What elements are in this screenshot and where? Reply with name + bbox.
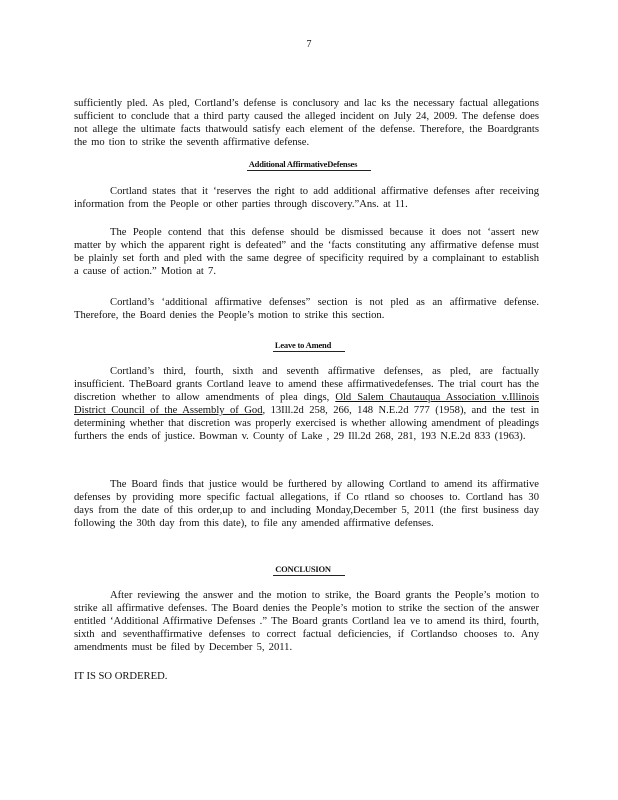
paragraph-text: The Board finds that justice would be furthered by allowing Cortland to amend its affirmative defenses by providing more specific factual allegations, if Co rtland so chooses to. Cortland has 30 days from the date of this order,up to and including Monday,December 5, 2011 (the first business day following the 30th day from this date), to file any amended affirmative defenses. xyxy=(74,479,539,529)
closing-order: IT IS SO ORDERED. xyxy=(74,671,168,682)
paragraph-text: After reviewing the answer and the motion to strike, the Board grants the People’s motion to strike all affirmative defenses. The Board denies the People’s motion to strike the section of the answer entitled ‘Additional Affirmative Defenses .” The Board grants Cortland lea ve to amend its third, fourth, sixth and seventhaffirmative defenses to correct factual deficiencies, if Cortlandso chooses to. Any amendments must be filed by December 5, 2011. xyxy=(74,590,539,653)
paragraph-seventh-defense xyxy=(74,97,539,149)
heading-text: Additional AffirmativeDefenses xyxy=(247,159,372,171)
paragraph-conclusion xyxy=(74,589,539,654)
case-citation: Old Salem Chautauqua Association v.Illinois District Council of the Assembly of God xyxy=(74,392,539,416)
paragraph-text: Cortland states that it ‘reserves the right to add additional affirmative defenses after receiving information from the People or other parties through discovery.”Ans. at 11. xyxy=(74,186,539,210)
paragraph-people-contend xyxy=(74,226,539,278)
paragraph-text: The People contend that this defense should be dismissed because it does not ‘assert new matter by which the apparent right is defeated” and the ‘facts constituting any affirmative defense must be plainly set forth and pled with the same degree of specificity required by a complainant to establish a cause of action.” Motion at 7. xyxy=(74,227,539,277)
heading-text: Leave to Amend xyxy=(273,340,345,352)
paragraph-text: sufficiently pled. As pled, Cortland’s defense is conclusory and lac ks the necessary factual allegations sufficient to conclude that a third party caused the alleged incident on July 24, 2009. The defense does not allege the ultimate facts thatwould satisfy each element of the defense. Therefore, the Boardgrants the mo tion to strike the seventh affirmative defense. xyxy=(74,98,539,148)
heading-text: CONCLUSION xyxy=(273,564,345,576)
paragraph-text-part: Cortland’s third, fourth, sixth and seventh affirmative defenses, as pled, are factually insufficient. TheBoard grants Cortland leave to amend these affirmativedefenses. The trial court has the discretion whether to allow amendments of plea dings, xyxy=(74,366,539,403)
paragraph-text xyxy=(74,365,539,443)
section-heading-leave-to-amend xyxy=(0,339,618,352)
paragraph-cortland-states xyxy=(74,185,539,211)
paragraph-additional-section xyxy=(74,296,539,322)
section-heading-additional-defenses xyxy=(0,158,618,171)
paragraph-leave-to-amend xyxy=(74,365,539,443)
paragraph-board-finds xyxy=(74,478,539,530)
section-heading-conclusion xyxy=(0,563,618,576)
paragraph-text: Cortland’s ‘additional affirmative defenses” section is not pled as an affirmative defense. Therefore, the Board denies the People’s motion to strike this section. xyxy=(74,297,539,321)
paragraph-text-part: , 13Ill.2d 258, 266, 148 N.E.2d 777 (1958), and the test in determining whether that discretion was properly exercised is whether allowing amendment of pleadings furthers the ends of justice. Bowman v. County of Lake , 29 Ill.2d 268, 281, 193 N.E.2d 833 (1963). xyxy=(74,405,540,442)
page-number: 7 xyxy=(306,39,312,50)
